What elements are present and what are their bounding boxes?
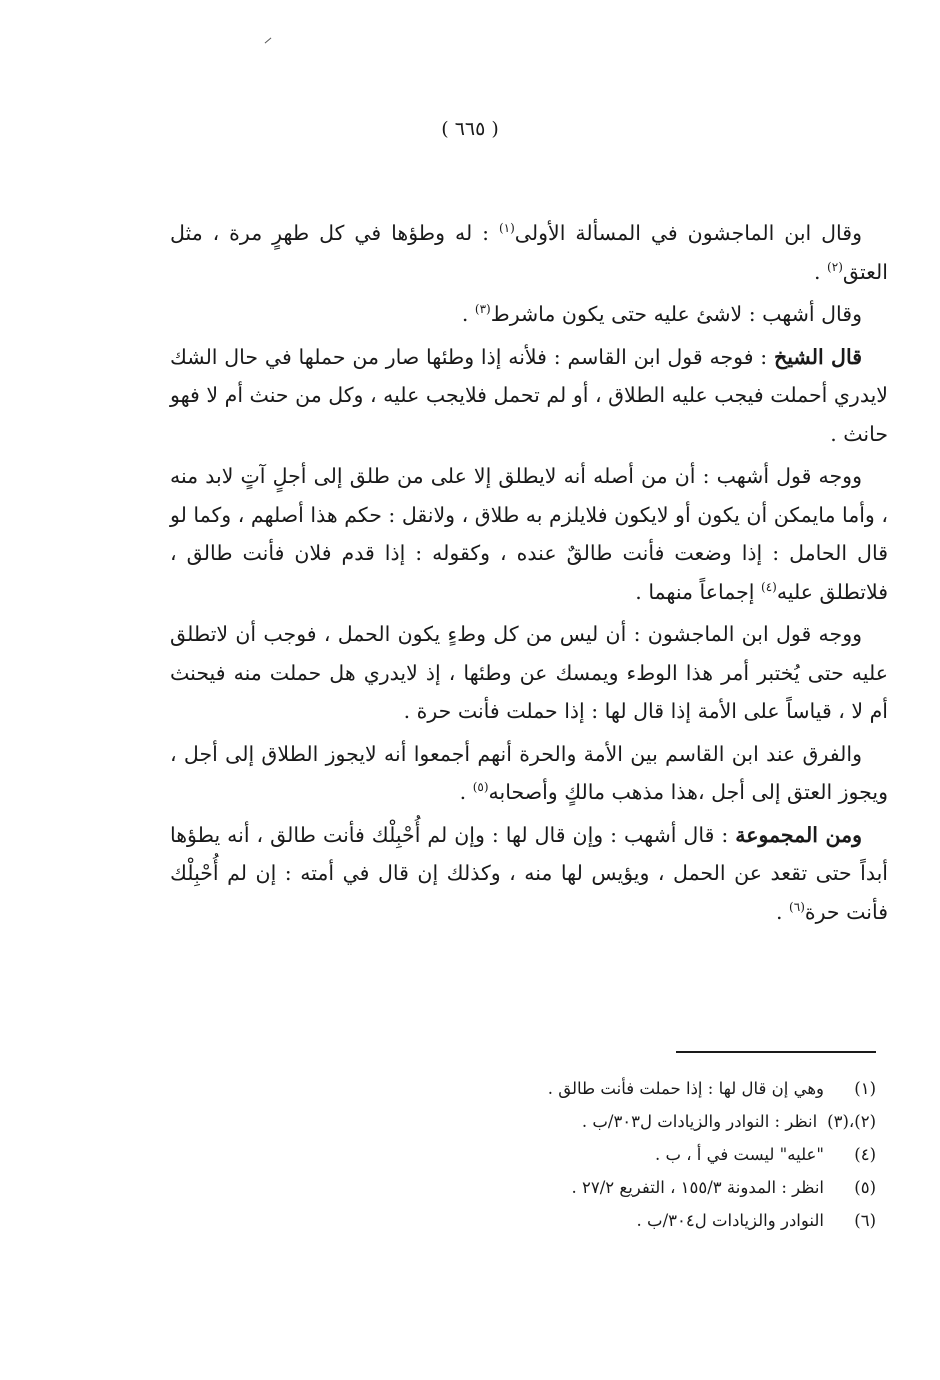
paragraph — [170, 735, 888, 812]
footnote-number: (٢)،(٣) — [827, 1112, 876, 1131]
paragraph — [170, 338, 888, 454]
paragraph-text: ووجه قول ابن الماجشون : أن ليس من كل وطءٍ يكون الحمل ، فوجب أن لاتطلق عليه حتى يُختبر أمر هذا الوطء ويمسك عن وطئها ، إذ لايدري هل حملت منه فيحنث أم لا ، قياساً على الأمة إذا قال لها : إذا حملت فأنت حرة . — [170, 622, 888, 723]
paragraph-lead: قال الشيخ — [774, 344, 862, 369]
paragraph — [170, 214, 888, 291]
footnote-ref: (٣) — [474, 302, 491, 317]
page-number: ( ٦٦٥ ) — [441, 118, 499, 140]
paragraph-text: وقال أشهب : لاشئ عليه حتى يكون ماشرط — [490, 302, 862, 326]
footnote-text: انظر : النوادر والزيادات ل٣٠٣/ب . — [581, 1112, 818, 1131]
footnote — [300, 1138, 876, 1171]
footnote-ref: (٢) — [827, 259, 843, 274]
footnote-number: (٤) — [854, 1145, 876, 1164]
footnote-separator — [676, 1051, 876, 1053]
paragraph — [170, 295, 888, 334]
footnote-number: (٥) — [854, 1178, 876, 1197]
footnotes — [300, 1072, 876, 1237]
footnote-ref: (١) — [498, 221, 515, 236]
footnote-text: النوادر والزيادات ل٣٠٤/ب . — [636, 1211, 824, 1230]
paragraph-text-continued: : له وطؤها في كل طهرٍ مرة ، مثل العتق — [170, 221, 888, 284]
paragraph — [170, 615, 888, 731]
main-text — [170, 214, 888, 935]
footnote — [300, 1105, 876, 1138]
paragraph-text: وقال ابن الماجشون في المسألة الأولى — [514, 221, 862, 245]
footnote — [300, 1204, 876, 1237]
scan-mark — [265, 38, 272, 44]
footnote-ref: (٤) — [761, 579, 777, 594]
footnote-text: وهي إن قال لها : إذا حملت فأنت طالق . — [547, 1079, 824, 1098]
footnote-text: انظر : المدونة ١٥٥/٣ ، التفريع ٢٧/٢ . — [571, 1178, 824, 1197]
paragraph-text-continued: إجماعاً منهما . — [635, 579, 762, 604]
paragraph-text-end: . — [814, 259, 828, 284]
paragraph-text-continued: . — [461, 302, 475, 326]
footnote-number: (٦) — [854, 1211, 876, 1230]
paragraph-text: : قال أشهب : وإن قال لها : وإن لم أُحْبِلْك فأنت طالق ، أنه يطؤها أبداً حتى تقعد عن الحمل ، ويؤيس لها منه ، وكذلك إن قال في أمته : إن لم أُحْبِلْك فأنت حرة — [170, 822, 888, 924]
paragraph-text: ووجه قول أشهب : أن من أصله أنه لايطلق إلا على من طلق إلى أجلٍ آتٍ لابد منه ، وأما مايمكن أن يكون أو لايكون فلايلزم به طلاق ، ولانقل : حكم هذا أصلهم ، وكما لو قال الحامل : إذا وضعت فأنت طالقٌ عنده ، وكقوله : إذا قدم فلان فأنت طالق ، فلاتطلق عليه — [170, 464, 888, 604]
paragraph-lead: ومن المجموعة — [735, 822, 862, 847]
footnote-text: "عليه" ليست في أ ، ب . — [654, 1145, 824, 1164]
footnote — [300, 1171, 876, 1204]
paragraph-text: : فوجه قول ابن القاسم : فلأنه إذا وطئها صار من حملها في حال الشك لايدري أحملت فيجب عليه الطلاق ، أو لم تحمل فلايجب عليه ، وكل من حنث أم لا فهو حانث . — [170, 344, 888, 446]
paragraph — [170, 457, 888, 611]
footnote-ref: (٦) — [789, 899, 805, 914]
paragraph-text-continued: . — [459, 780, 473, 804]
paragraph-text-continued: . — [776, 899, 790, 924]
footnote-number: (١) — [854, 1079, 876, 1098]
footnote — [300, 1072, 876, 1105]
paragraph — [170, 816, 888, 932]
footnote-ref: (٥) — [472, 780, 489, 795]
paragraph-text: والفرق عند ابن القاسم بين الأمة والحرة أنهم أجمعوا أنه لايجوز الطلاق إلى أجل ، ويجوز العتق إلى أجل ،هذا مذهب مالكٍ وأصحابه — [170, 741, 888, 804]
